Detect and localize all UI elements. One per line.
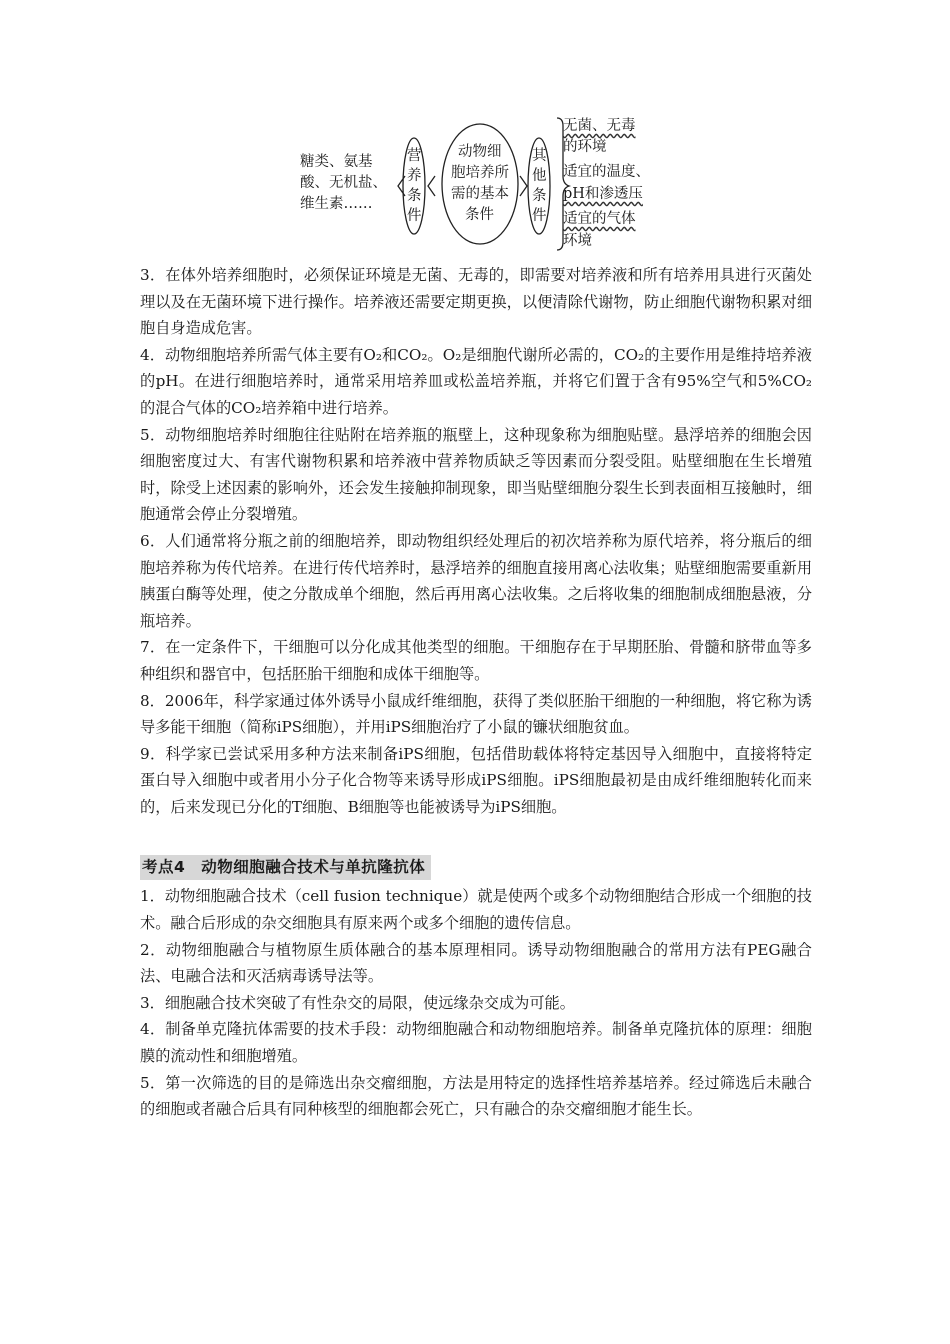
- paragraph-8: 8．2006年，科学家通过体外诱导小鼠成纤维细胞，获得了类似胚胎干细胞的一种细胞，将它称为诱导多能干细胞（简称iPS细胞），并用iPS细胞治疗了小鼠的镰状细胞贫血。: [140, 691, 812, 737]
- center-line-3: 需的基本: [451, 186, 509, 202]
- paragraph-6: 6．人们通常将分瓶之前的细胞培养，即动物组织经处理后的初次培养称为原代培养，将分瓶后的细胞培养称为传代培养。在进行传代培养时，悬浮培养的细胞直接用离心法收集；贴壁细胞需要重新用胰蛋白酶等处理，使之分散成单个细胞，然后再用离心法收集。之后将收集的细胞制成细胞悬液，分瓶培养。: [140, 531, 812, 630]
- center-line-1: 动物细: [458, 144, 502, 160]
- nutrition-label-2: 养: [407, 168, 422, 184]
- diagram-nutrients-line-2: 酸、无机盐、: [300, 175, 387, 191]
- paragraph-9: 9．科学家已尝试采用多种方法来制备iPS细胞，包括借助载体将特定基因导入细胞中，直接将特定蛋白导入细胞中或者用小分子化合物等来诱导形成iPS细胞。iPS细胞最初是由成纤维细胞转化而来的，后来发现已分化的T细胞、B细胞等也能被诱导为iPS细胞。: [140, 744, 812, 816]
- other-label-4: 件: [532, 208, 547, 224]
- right-item-3-line-2: 环境: [563, 233, 592, 249]
- other-label-2: 他: [532, 168, 547, 184]
- paragraph-4: 4．动物细胞培养所需气体主要有O₂和CO₂。O₂是细胞代谢所必需的，CO₂的主要作用是维持培养液的pH。在进行细胞培养时，通常采用培养皿或松盖培养瓶，并将它们置于含有95%空气和5%CO₂的混合气体的CO₂培养箱中进行培养。: [140, 345, 812, 417]
- right-item-2-line-2: pH和渗透压: [563, 186, 643, 202]
- culture-conditions-diagram: [295, 112, 665, 262]
- other-label-1: 其: [532, 148, 547, 164]
- paragraph-7: 7．在一定条件下，干细胞可以分化成其他类型的细胞。干细胞存在于早期胚胎、骨髓和脐带血等多种组织和器官中，包括胚胎干细胞和成体干细胞等。: [140, 638, 812, 683]
- section-heading: 考点4 动物细胞融合技术与单抗隆抗体: [140, 855, 431, 880]
- center-line-4: 条件: [465, 207, 494, 223]
- section4-paragraph-1: 1．动物细胞融合技术（cell fusion technique）就是使两个或多个动物细胞结合形成一个细胞的技术。融合后形成的杂交细胞具有原来两个或多个细胞的遗传信息。: [140, 887, 812, 933]
- section4-paragraph-2: 2．动物细胞融合与植物原生质体融合的基本原理相同。诱导动物细胞融合的常用方法有PEG融合法、电融合法和灭活病毒诱导法等。: [140, 940, 812, 986]
- section-heading-wrap: [140, 854, 812, 881]
- paragraph-3: 3．在体外培养细胞时，必须保证环境是无菌、无毒的，即需要对培养液和所有培养用具进行灭菌处理以及在无菌环境下进行操作。培养液还需要定期更换，以便清除代谢物，防止细胞代谢物积累对细胞自身造成危害。: [140, 266, 812, 338]
- section4-paragraph-3: 3．细胞融合技术突破了有性杂交的局限，使远缘杂交成为可能。: [140, 993, 575, 1012]
- center-left-angle: [428, 176, 435, 196]
- center-right-angle: [520, 176, 527, 196]
- left-angle: [398, 176, 405, 196]
- other-label-3: 条: [532, 188, 547, 204]
- section4-paragraph-4: 4．制备单克隆抗体需要的技术手段：动物细胞融合和动物细胞培养。制备单克隆抗体的原理：细胞膜的流动性和细胞增殖。: [140, 1020, 812, 1066]
- diagram-nutrients-line-3: 维生素……: [300, 196, 373, 212]
- diagram-nutrients-line-1: 糖类、氨基: [300, 154, 373, 170]
- right-item-1-line-1: 无菌、无毒: [563, 118, 636, 134]
- right-item-1-line-2: 的环境: [563, 139, 607, 155]
- nutrition-label-4: 件: [407, 208, 422, 224]
- nutrition-label-3: 条: [407, 188, 422, 204]
- right-item-3-line-1: 适宜的气体: [563, 211, 636, 227]
- nutrition-label-1: 营: [407, 148, 422, 164]
- center-line-2: 胞培养所: [451, 165, 509, 181]
- paragraph-5: 5．动物细胞培养时细胞往往贴附在培养瓶的瓶壁上，这种现象称为细胞贴壁。悬浮培养的细胞会因细胞密度过大、有害代谢物积累和培养液中营养物质缺乏等因素而分裂受阻。贴壁细胞在生长增殖时，除受上述因素的影响外，还会发生接触抑制现象，即当贴壁细胞分裂生长到表面相互接触时，细胞通常会停止分裂增殖。: [140, 425, 812, 524]
- section4-paragraph-5: 5．第一次筛选的目的是筛选出杂交瘤细胞，方法是用特定的选择性培养基培养。经过筛选后未融合的细胞或者融合后具有同种核型的细胞都会死亡，只有融合的杂交瘤细胞才能生长。: [140, 1073, 812, 1119]
- right-item-2-line-1: 适宜的温度、: [563, 164, 650, 180]
- document-body: [140, 262, 812, 1123]
